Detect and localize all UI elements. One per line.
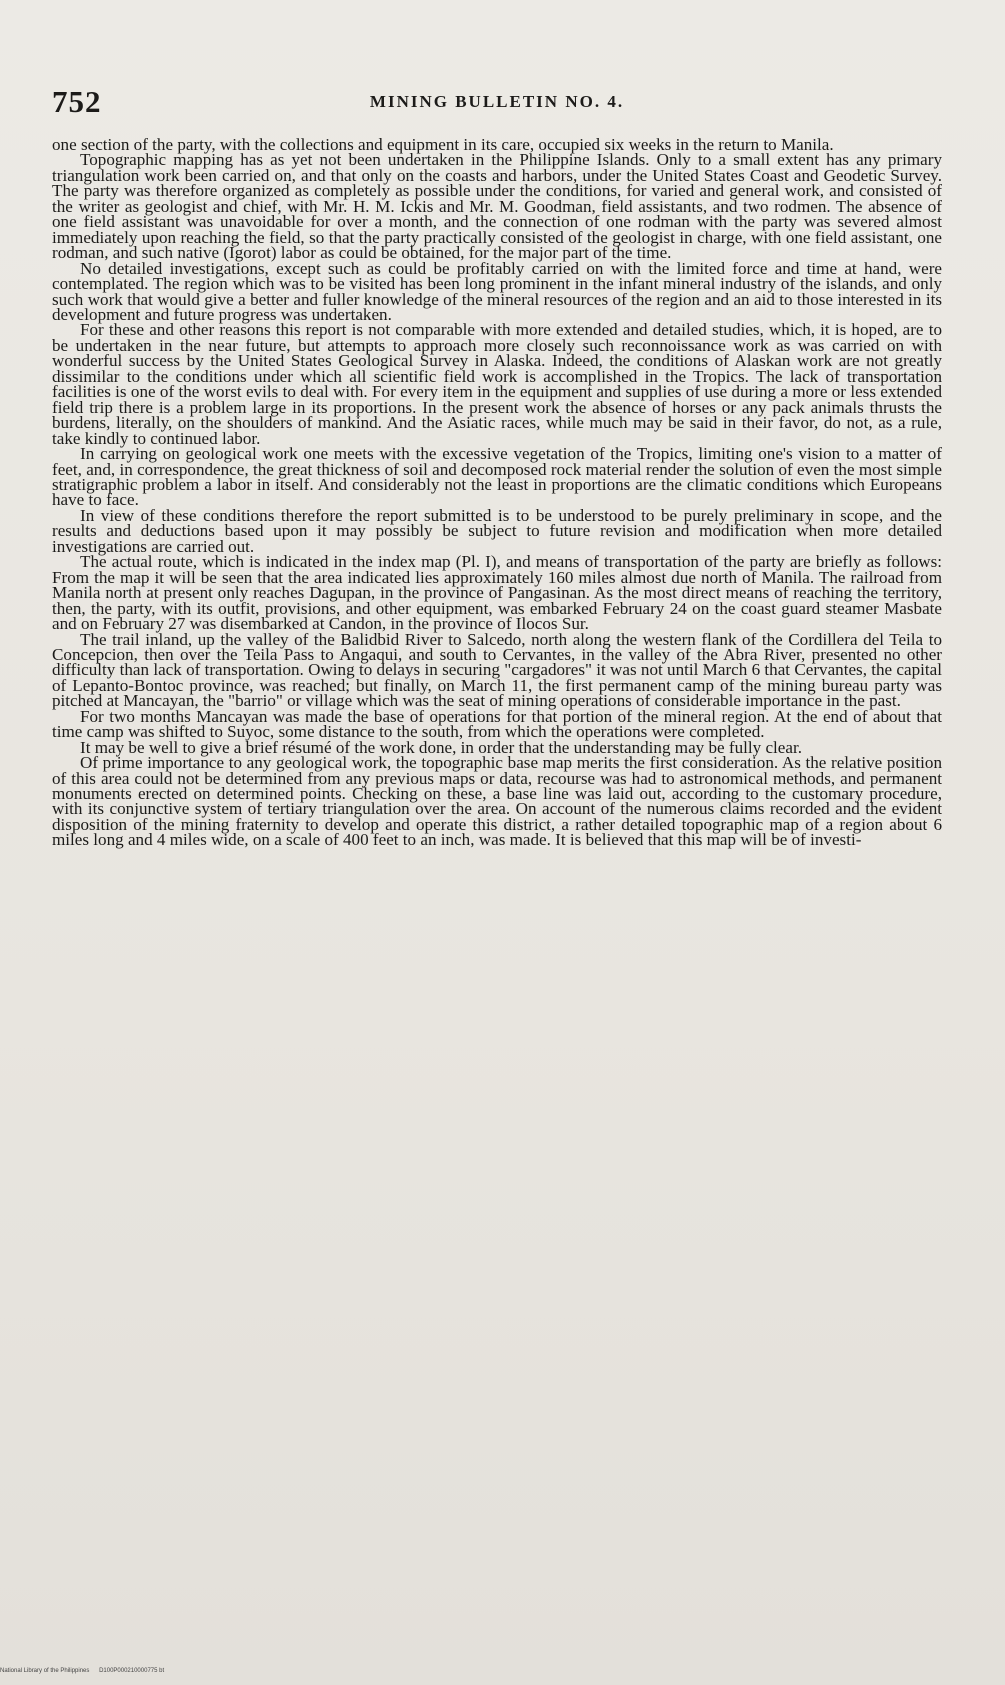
library-credit: National Library of the Philippines bbox=[0, 1668, 90, 1674]
page-number: 752 bbox=[52, 84, 102, 119]
running-head: MINING BULLETIN NO. 4. bbox=[369, 92, 625, 111]
paragraph: Of prime importance to any geological work, the topographic base map merits the first consideration. As the relative position of this area could not be determined from any previous maps or data, recourse was had to astronomical methods, and permanent monuments erected on determined points. Checking on these, a base line was laid out, according to the customary procedure, with its conjunctive system of tertiary triangulation over the area. On account of the numerous claims recorded and the evident disposition of the mining fraternity to develop and operate this district, a rather detailed topographic map of a region about 6 miles long and 4 miles wide, on a scale of 400 feet to an inch, was made. It is believed that this map will be of investi- bbox=[52, 753, 942, 850]
paragraph: The trail inland, up the valley of the Balidbid River to Salcedo, north along the western flank of the Cordillera del Teila to Concepcion, then over the Teila Pass to Angaqui, and south to Cervantes, in the valley of the Abra River, presented no other difficulty than lack of transportation. Owing to delays in securing "cargadores" it was not until March 6 that Cervantes, the capital of Lepanto-Bontoc province, was reached; but finally, on March 11, the first permanent camp of the mining bureau party was pitched at Mancayan, the "barrio" or village which was the seat of mining operations of considerable importance in the past. bbox=[52, 629, 942, 711]
paragraph: For these and other reasons this report is not comparable with more extended and detailed studies, which, it is hoped, are to be undertaken in the near future, but attempts to approach more closely such reconnoissance work as was carried on with wonderful success by the United States Geological Survey in Alaska. Indeed, the conditions of Alaskan work are not greatly dissimilar to the conditions under which all scientific field work is accomplished in the Tropics. The lack of transportation facilities is one of the worst evils to deal with. For every item in the equipment and supplies of use during a more or less extended field trip there is a problem large in its proportions. In the present work the absence of horses or any pack animals thrusts the burdens, literally, on the shoulders of mankind. And the Asiatic races, while much may be said in their favor, do not, as a rule, take kindly to continued labor. bbox=[52, 320, 942, 448]
scan-identifier: D100P000210000775 bt bbox=[99, 1668, 165, 1674]
scan-footer bbox=[0, 1668, 172, 1674]
page-header bbox=[52, 84, 942, 124]
paragraph: Topographic mapping has as yet not been undertaken in the Philippine Islands. Only to a small extent has any primary triangulation work been carried on, and that only on the coasts and harbors, under the United States Coast and Geodetic Survey. The party was therefore organized as completely as possible under the conditions, for varied and general work, and consisted of the writer as geologist and chief, with Mr. H. M. Ickis and Mr. M. Goodman, field assistants, and two rodmen. The absence of one field assistant was unavoidable for over a month, and the connection of one rodman with the party was severed almost immediately upon reaching the field, so that the party practically consisted of the geologist in charge, with one field assistant, one rodman, and such native (Igorot) labor as could be obtained, for the major part of the time. bbox=[52, 150, 942, 263]
paragraph: The actual route, which is indicated in the index map (Pl. I), and means of transportation of the party are briefly as follows: From the map it will be seen that the area indicated lies approximately 160 miles almost due north of Manila. The railroad from Manila north at present only reaches Dagupan, in the province of Pangasinan. As the most direct means of reaching the territory, then, the party, with its outfit, provisions, and other equipment, was embarked February 24 on the coast guard steamer Masbate and on February 27 was disembarked at Candon, in the province of Ilocos Sur. bbox=[52, 552, 942, 634]
paragraph: In view of these conditions therefore the report submitted is to be understood to be purely preliminary in scope, and the results and deductions based upon it may possibly be subject to future revision and modification when more detailed investigations are carried out. bbox=[52, 505, 942, 556]
body-text bbox=[52, 137, 942, 848]
paragraph: In carrying on geological work one meets with the excessive vegetation of the Tropics, limiting one's vision to a matter of feet, and, in correspondence, the great thickness of soil and decomposed rock material render the solution of even the most simple stratigraphic problem a labor in itself. And considerably not the least in proportions are the climatic conditions which Europeans have to face. bbox=[52, 444, 942, 510]
paragraph: It may be well to give a brief résumé of the work done, in order that the understanding may be fully clear. bbox=[80, 737, 802, 757]
paragraph: No detailed investigations, except such as could be profitably carried on with the limited force and time at hand, were contemplated. The region which was to be visited has been long prominent in the infant mineral industry of the islands, and only such work that would give a better and fuller knowledge of the mineral resources of the region and an aid to those interested in its development and future progress was undertaken. bbox=[52, 258, 942, 324]
paragraph: For two months Mancayan was made the base of operations for that portion of the mineral region. At the end of about that time camp was shifted to Suyoc, some distance to the south, from which the operations were completed. bbox=[52, 706, 942, 742]
paragraph: one section of the party, with the collections and equipment in its care, occupied six weeks in the return to Manila. bbox=[52, 135, 834, 154]
